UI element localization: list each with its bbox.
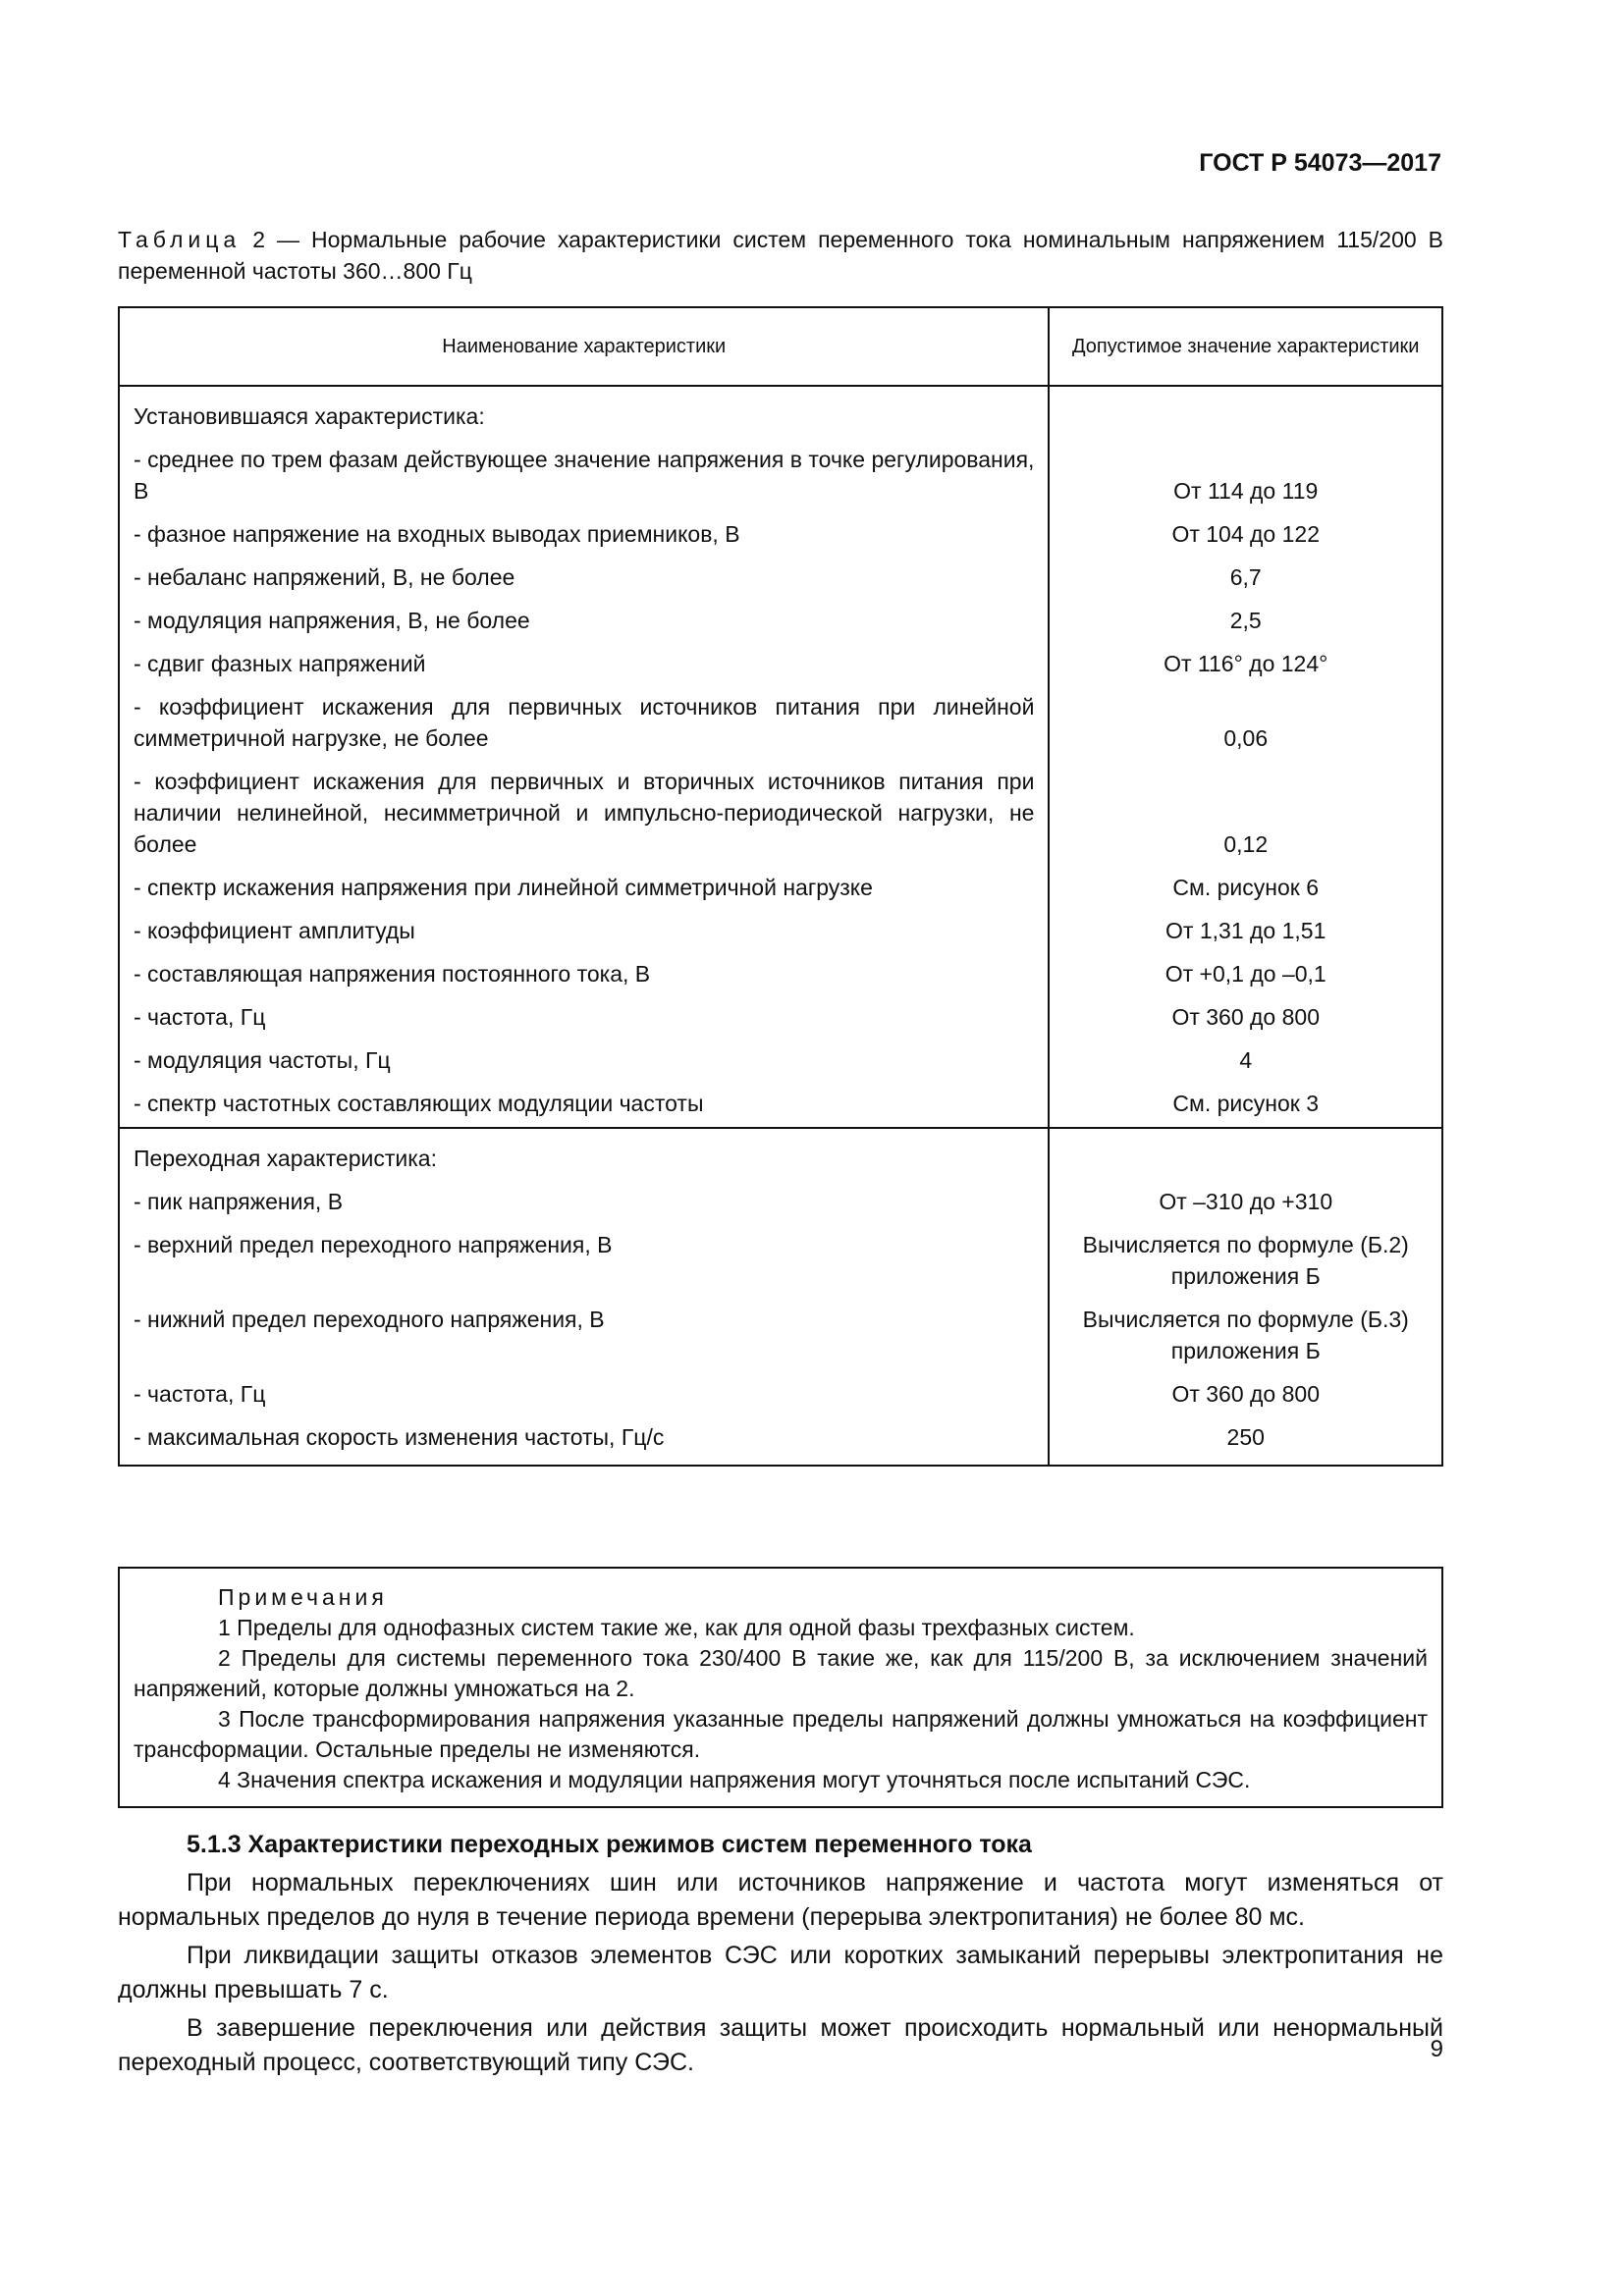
characteristics-table	[118, 306, 1443, 1467]
table-row	[119, 1128, 1442, 1182]
table-row	[119, 911, 1442, 954]
characteristic-value	[1049, 386, 1442, 440]
header-allowed-value: Допустимое значение характеристики	[1049, 307, 1442, 386]
table-header-row	[119, 307, 1442, 386]
characteristic-name: - составляющая напряжения постоянного тока, В	[119, 954, 1049, 997]
characteristic-name: - фазное напряжение на входных выводах приемников, В	[119, 514, 1049, 558]
characteristic-value: От 104 до 122	[1049, 514, 1442, 558]
note-item: 2 Пределы для системы переменного тока 230/400 В такие же, как для 115/200 В, за исключением значений напряжений, которые должны умножаться на 2.	[134, 1645, 1428, 1701]
characteristic-value: 250	[1049, 1417, 1442, 1466]
characteristic-name: Установившаяся характеристика:	[119, 386, 1049, 440]
characteristic-name: - спектр искажения напряжения при линейной симметричной нагрузке	[119, 868, 1049, 911]
characteristic-name: - коэффициент амплитуды	[119, 911, 1049, 954]
note-item: 3 После трансформирования напряжения указанные пределы напряжений должны умножаться на коэффициент трансформации. Остальные пределы не изменяются.	[134, 1706, 1428, 1762]
table-body	[119, 386, 1442, 1466]
characteristic-name: - нижний предел переходного напряжения, В	[119, 1300, 1049, 1374]
section-paragraph: В завершение переключения или действия защиты может происходить нормальный или ненормальный переходный процесс, соответствующий типу СЭС.	[118, 2014, 1443, 2076]
section-paragraph: При ликвидации защиты отказов элементов СЭС или коротких замыканий перерывы электропитания не должны превышать 7 с.	[118, 1942, 1443, 2003]
table-row	[119, 1417, 1442, 1466]
characteristic-value: 0,12	[1049, 762, 1442, 868]
characteristic-value: 6,7	[1049, 558, 1442, 601]
table-row	[119, 868, 1442, 911]
table-row	[119, 1182, 1442, 1225]
characteristic-value: См. рисунок 3	[1049, 1084, 1442, 1128]
characteristic-name: - частота, Гц	[119, 1374, 1049, 1417]
table-row	[119, 1041, 1442, 1084]
characteristic-value: От 360 до 800	[1049, 1374, 1442, 1417]
characteristic-value: См. рисунок 6	[1049, 868, 1442, 911]
characteristic-value: От 360 до 800	[1049, 997, 1442, 1041]
table-caption	[118, 224, 1443, 287]
characteristic-value: От 116° до 124°	[1049, 644, 1442, 687]
table-row	[119, 1374, 1442, 1417]
table-row	[119, 687, 1442, 762]
table-row	[119, 1084, 1442, 1128]
table-notes	[118, 1567, 1443, 1808]
characteristic-name: - пик напряжения, В	[119, 1182, 1049, 1225]
note-item: 1 Пределы для однофазных систем такие же, как для одной фазы трехфазных систем.	[218, 1615, 1135, 1640]
characteristic-value: От –310 до +310	[1049, 1182, 1442, 1225]
characteristic-name: - верхний предел переходного напряжения, В	[119, 1225, 1049, 1300]
document-code: ГОСТ Р 54073—2017	[1199, 149, 1441, 177]
characteristic-value: 4	[1049, 1041, 1442, 1084]
characteristic-name: Переходная характеристика:	[119, 1128, 1049, 1182]
characteristic-value: От 1,31 до 1,51	[1049, 911, 1442, 954]
note-item: 4 Значения спектра искажения и модуляции напряжения могут уточняться после испытаний СЭС.	[218, 1767, 1251, 1792]
characteristic-name: - частота, Гц	[119, 997, 1049, 1041]
table-row	[119, 558, 1442, 601]
characteristic-value: Вычисляется по формуле (Б.2) приложения Б	[1049, 1225, 1442, 1300]
table-row	[119, 440, 1442, 514]
characteristic-value: 0,06	[1049, 687, 1442, 762]
characteristic-name: - сдвиг фазных напряжений	[119, 644, 1049, 687]
section-paragraph: При нормальных переключениях шин или источников напряжение и частота могут изменяться от нормальных пределов до нуля в течение периода времени (перерыва электропитания) не более 80 мс.	[118, 1869, 1443, 1931]
section-heading: 5.1.3 Характеристики переходных режимов систем переменного тока	[187, 1831, 1032, 1858]
characteristic-name: - модуляция частоты, Гц	[119, 1041, 1049, 1084]
header-characteristic-name: Наименование характеристики	[119, 307, 1049, 386]
table-row	[119, 601, 1442, 644]
characteristic-value: Вычисляется по формуле (Б.3) приложения Б	[1049, 1300, 1442, 1374]
notes-title: Примечания	[218, 1584, 388, 1610]
table-row	[119, 997, 1442, 1041]
table-row	[119, 644, 1442, 687]
characteristic-name: - модуляция напряжения, В, не более	[119, 601, 1049, 644]
page-number: 9	[1430, 2036, 1443, 2062]
table-label: Таблица	[118, 227, 242, 252]
table-row	[119, 1225, 1442, 1300]
characteristic-value: От +0,1 до –0,1	[1049, 954, 1442, 997]
characteristic-name: - небаланс напряжений, В, не более	[119, 558, 1049, 601]
characteristic-name: - коэффициент искажения для первичных источников питания при линейной симметричной нагрузке, не более	[119, 687, 1049, 762]
table-row	[119, 514, 1442, 558]
characteristic-name: - коэффициент искажения для первичных и вторичных источников питания при наличии нелинейной, несимметричной и импульсно-периодической нагрузки, не более	[119, 762, 1049, 868]
characteristic-value	[1049, 1128, 1442, 1182]
characteristic-name: - спектр частотных составляющих модуляции частоты	[119, 1084, 1049, 1128]
table-row	[119, 954, 1442, 997]
characteristic-name: - среднее по трем фазам действующее значение напряжения в точке регулирования, В	[119, 440, 1049, 514]
characteristic-name: - максимальная скорость изменения частоты, Гц/с	[119, 1417, 1049, 1466]
characteristic-value: От 114 до 119	[1049, 440, 1442, 514]
table-row	[119, 762, 1442, 868]
table-row	[119, 1300, 1442, 1374]
table-caption-text: 2 — Нормальные рабочие характеристики систем переменного тока номинальным напряжением 115/200 В переменной частоты 360…800 Гц	[118, 227, 1443, 284]
section-5-1-3	[118, 1828, 1443, 2080]
table-row	[119, 386, 1442, 440]
characteristic-value: 2,5	[1049, 601, 1442, 644]
